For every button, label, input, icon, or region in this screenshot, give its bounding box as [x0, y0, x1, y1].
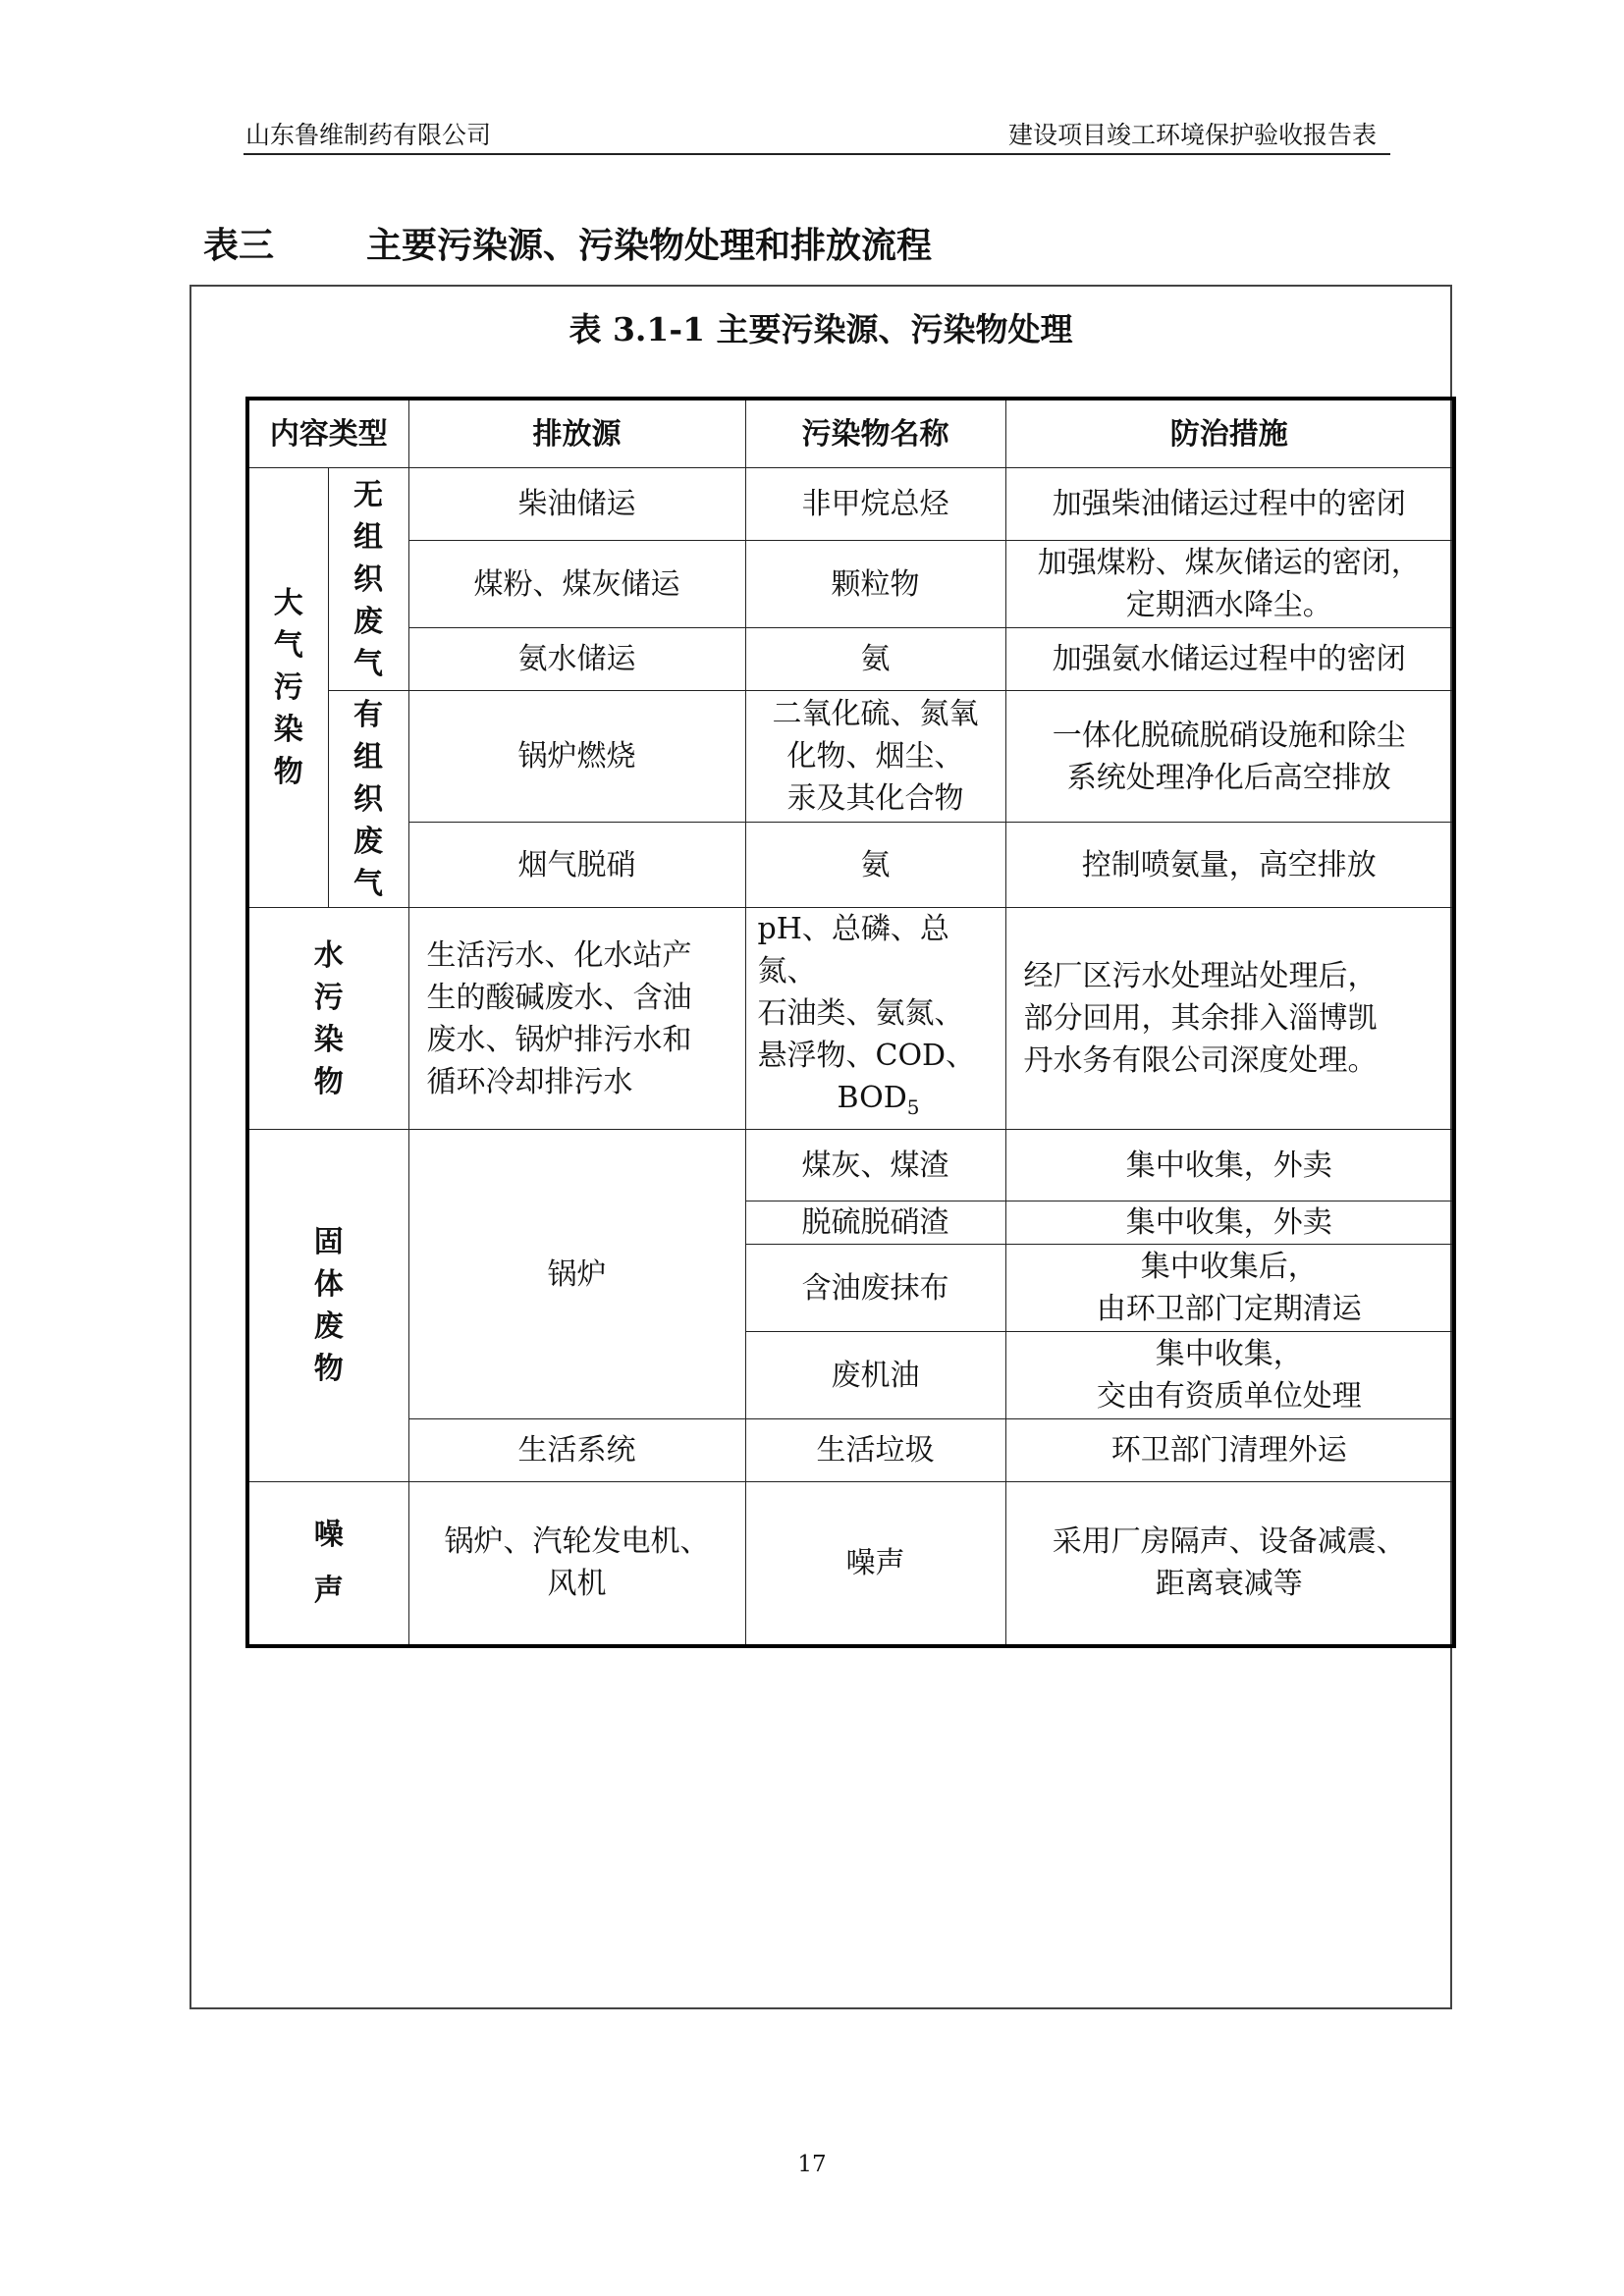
air-measure: 加强煤粉、煤灰储运的密闭， 定期洒水降尘。 [1005, 541, 1454, 628]
solid-measure: 集中收集， 交由有资质单位处理 [1005, 1332, 1454, 1419]
table-row [247, 541, 1454, 628]
table-row [247, 1482, 1454, 1646]
noise-measure: 采用厂房隔声、设备减震、 距离衰减等 [1005, 1482, 1454, 1646]
solid-measure: 集中收集，外卖 [1005, 1130, 1454, 1201]
noise-pollutant: 噪声 [745, 1482, 1005, 1646]
header-measure: 防治措施 [1005, 399, 1454, 468]
category-solid: 固 体 废 物 [247, 1130, 408, 1482]
header-pollutant: 污染物名称 [745, 399, 1005, 468]
header-type: 内容类型 [247, 399, 408, 468]
table-row [247, 908, 1454, 1130]
table-row [247, 691, 1454, 823]
solid-pollutant: 煤灰、煤渣 [745, 1130, 1005, 1201]
table-row [247, 823, 1454, 908]
table-row [247, 468, 1454, 541]
category-air: 大 气 污 染 物 [247, 468, 328, 908]
page-number: 17 [797, 2152, 827, 2177]
air-measure: 加强柴油储运过程中的密闭 [1005, 468, 1454, 541]
water-pollutant: pH、总磷、总氮、 石油类、氨氮、 悬浮物、COD、 $BOD_5$ [745, 908, 1005, 1130]
table-row [247, 1419, 1454, 1482]
air-pollutant: 二氧化硫、氮氧 化物、烟尘、 汞及其化合物 [745, 691, 1005, 823]
header-source: 排放源 [408, 399, 745, 468]
solid-pollutant: 生活垃圾 [745, 1419, 1005, 1482]
air-pollutant: 氨 [745, 823, 1005, 908]
solid-source-boiler: 锅炉 [408, 1130, 745, 1419]
air-source: 氨水储运 [408, 628, 745, 691]
solid-pollutant: 废机油 [745, 1332, 1005, 1419]
air-pollutant: 非甲烷总烃 [745, 468, 1005, 541]
solid-pollutant: 脱硫脱硝渣 [745, 1201, 1005, 1245]
solid-measure: 集中收集，外卖 [1005, 1201, 1454, 1245]
category-water: 水 污 染 物 [247, 908, 408, 1130]
air-source: 柴油储运 [408, 468, 745, 541]
section-title: 主要污染源、污染物处理和排放流程 [366, 225, 933, 266]
water-source: 生活污水、化水站产 生的酸碱废水、含油 废水、锅炉排污水和 循环冷却排污水 [408, 908, 745, 1130]
section-number: 表三 [203, 225, 275, 266]
air-measure: 加强氨水储运过程中的密闭 [1005, 628, 1454, 691]
air-measure: 一体化脱硫脱硝设施和除尘 系统处理净化后高空排放 [1005, 691, 1454, 823]
pollution-table [245, 397, 1456, 1648]
table-row [247, 1130, 1454, 1201]
solid-measure: 环卫部门清理外运 [1005, 1419, 1454, 1482]
subcategory-fugitive: 无 组 织 废 气 [328, 468, 408, 691]
air-source: 锅炉燃烧 [408, 691, 745, 823]
header-report-title: 建设项目竣工环境保护验收报告表 [1007, 121, 1377, 149]
water-measure: 经厂区污水处理站处理后， 部分回用，其余排入淄博凯 丹水务有限公司深度处理。 [1005, 908, 1454, 1130]
table-row [247, 628, 1454, 691]
table-header-row [247, 399, 1454, 468]
air-pollutant: 氨 [745, 628, 1005, 691]
air-source: 烟气脱硝 [408, 823, 745, 908]
header-company: 山东鲁维制药有限公司 [245, 121, 492, 149]
air-measure: 控制喷氨量，高空排放 [1005, 823, 1454, 908]
air-pollutant: 颗粒物 [745, 541, 1005, 628]
header-divider [244, 153, 1390, 155]
air-source: 煤粉、煤灰储运 [408, 541, 745, 628]
solid-source-life: 生活系统 [408, 1419, 745, 1482]
section-heading [203, 218, 932, 268]
table-title: 表 3.1-1 主要污染源、污染物处理 [568, 310, 1073, 348]
solid-measure: 集中收集后， 由环卫部门定期清运 [1005, 1245, 1454, 1332]
solid-pollutant: 含油废抹布 [745, 1245, 1005, 1332]
category-noise: 噪 声 [247, 1482, 408, 1646]
noise-source: 锅炉、汽轮发电机、 风机 [408, 1482, 745, 1646]
subcategory-organized: 有 组 织 废 气 [328, 691, 408, 908]
